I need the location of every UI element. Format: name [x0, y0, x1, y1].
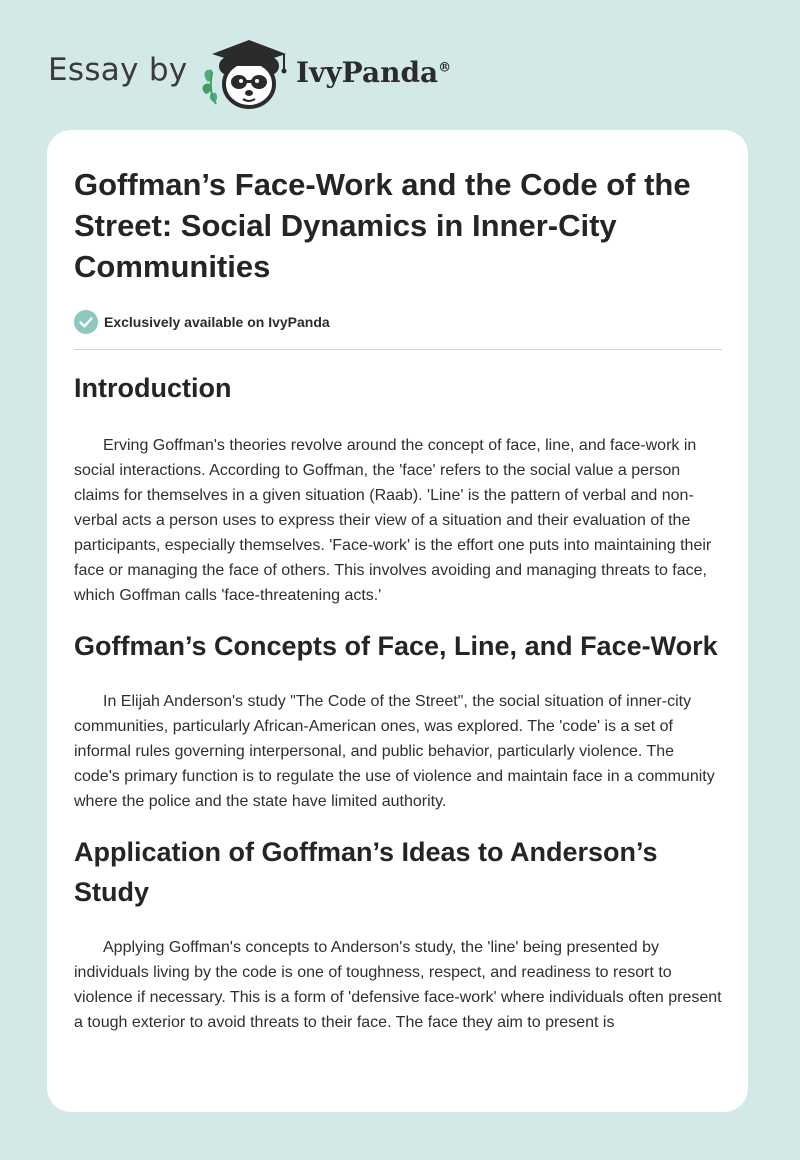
section-paragraph: Applying Goffman's concepts to Anderson's study, the 'line' being presented by individuals living by the code is one of toughness, respect, and readiness to resort to violence if necessary. This is a form of 'defensive face-work' where individuals often present a tough exterior to avoid threats to their face. The face they aim to present is: [74, 939, 722, 1031]
panda-logo-icon[interactable]: [200, 36, 292, 112]
essay-by-label: Essay by: [48, 52, 188, 88]
section-heading: Goffman’s Concepts of Face, Line, and Face-Work: [74, 631, 718, 661]
section-application: [74, 832, 722, 1035]
registered-mark: ®: [438, 60, 452, 76]
essay-card: [47, 130, 748, 1112]
section-heading: Introduction: [74, 373, 232, 403]
section-introduction: [74, 368, 722, 608]
check-circle-icon: [74, 310, 98, 334]
essay-title: Goffman’s Face-Work and the Code of the Street: Social Dynamics in Inner-City Communities: [74, 167, 691, 284]
exclusive-badge: [74, 309, 722, 335]
section-concepts: [74, 626, 722, 814]
section-paragraph: In Elijah Anderson's study "The Code of the Street", the social situation of inner-city communities, particularly African-American ones, was explored. The 'code' is a set of informal rules governing interpersonal, and public behavior, particularly violence. The code's primary function is to regulate the use of violence and maintain face in a community where the police and the state have limited authority.: [74, 693, 715, 810]
section-heading: Application of Goffman’s Ideas to Anderson’s Study: [74, 837, 658, 907]
site-header: [48, 30, 548, 110]
essay-content: [74, 130, 722, 1035]
brand-name: IvyPanda®: [296, 56, 452, 89]
section-paragraph: Erving Goffman's theories revolve around the concept of face, line, and face-work in social interactions. According to Goffman, the 'face' refers to the social value a person claims for themselves in a given situation (Raab). 'Line' is the pattern of verbal and non-verbal acts a person uses to express their view of a situation and their evaluation of the participants, especially themselves. 'Face-work' is the effort one puts into maintaining their face or managing the face of others. This involves avoiding and managing threats to face, which Goffman calls 'face-threatening acts.': [74, 437, 712, 604]
title-divider: [74, 349, 722, 350]
exclusive-label: Exclusively available on IvyPanda: [104, 314, 330, 330]
